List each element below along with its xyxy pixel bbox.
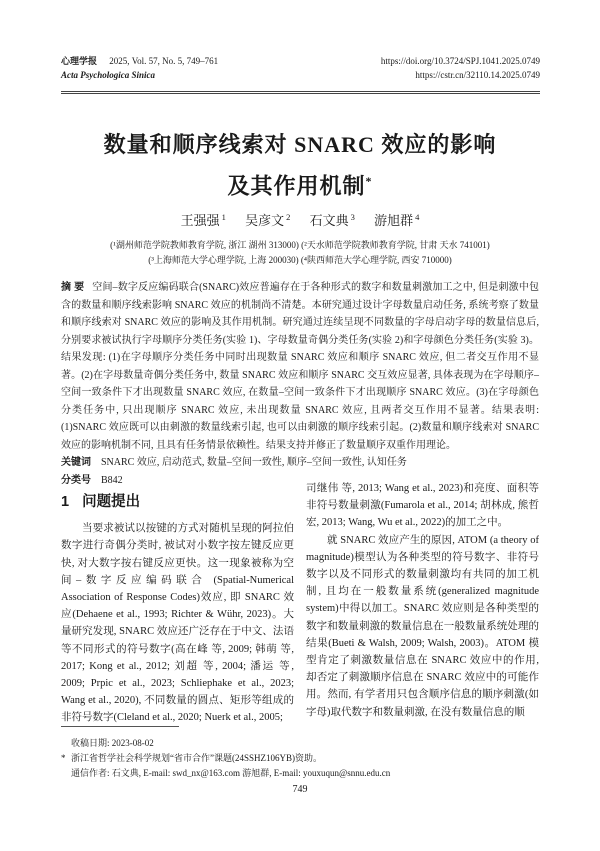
section-number: 1 <box>61 494 70 510</box>
journal-info <box>61 54 218 82</box>
author: 王强强 $^1$ <box>180 211 226 228</box>
affiliations <box>0 238 600 268</box>
abstract-section <box>61 279 539 489</box>
affiliation-line: (¹湖州师范学院教师教育学院, 浙江 湖州 313000) (²天水师范学院教师教育学院, 甘肃 天水 741001) <box>110 240 490 250</box>
body-paragraph: 司继伟 等, 2013; Wang et al., 2023)和亮度、面积等非符号数量刺激(Fumarola et al., 2014; 胡林成, 熊哲宏, 2013; Wang, Wu et al., 2022)的加工之中。 <box>306 483 539 529</box>
abstract-label: 摘 要 <box>61 282 85 293</box>
paper-title-line1: 数量和顺序线索对 SNARC 效应的影响 <box>103 132 497 157</box>
left-column <box>61 480 294 727</box>
classification-value: B842 <box>101 474 123 486</box>
right-column <box>306 480 539 727</box>
author: 石文典 $^3$ <box>309 211 355 228</box>
keywords-line <box>61 454 539 472</box>
header-divider <box>61 91 540 94</box>
cstr-link[interactable]: https://cstr.cn/32110.14.2025.0749 <box>415 70 540 80</box>
body-paragraph: 当要求被试以按键的方式对随机呈现的阿拉伯数字进行奇偶分类时, 被试对小数字按左键反应更快, 对大数字按右键反应更快。这一现象被称为空间–数字反应编码联合 (Spatial-Numerical Association of Response Codes)效应, 即 SNARC 效应(Dehaene et al., 1993; Richter & Wühr, 2023)。大量研究发现, SNARC 效应还广泛存在于中文、法语等不同形式的符号数字(高在峰 等, 2009; 韩萌 等, 2017; Kong et al., 2012; 刘超 等, 2004; 潘运 等, 2009; Prpic et al., 2023; Schliephake et al., 2023; Wang et al., 2020), 不同数量的圆点、矩形等组成的非符号数字(Cleland et al., 2020; Nuerk et al., 2005; <box>61 523 294 724</box>
journal-header <box>61 54 540 82</box>
correspondence-note: 通信作者: 石文典, E-mail: swd_nx@163.com 游旭群, E-mail: youxuqun@snnu.edu.cn <box>71 768 391 778</box>
body-columns <box>61 480 539 727</box>
section-1-heading <box>61 494 294 511</box>
article-identifiers <box>381 54 540 82</box>
journal-name-en: Acta Psychologica Sinica <box>61 70 155 80</box>
author: 吴彦文 $^2$ <box>245 211 291 228</box>
keywords-text: SNARC 效应, 启动范式, 数量–空间一致性, 顺序–空间一致性, 认知任务 <box>101 457 407 468</box>
funding-note: * 浙江省哲学社会科学规划“省市合作”课题(24SSHZ106YB)资助。 <box>61 751 539 766</box>
journal-issue-info: 2025, Vol. 57, No. 5, 749–761 <box>109 56 219 66</box>
author: 游旭群 $^4$ <box>374 211 420 228</box>
received-date: 收稿日期: 2023-08-02 <box>71 738 154 748</box>
affiliation-line: (³上海师范大学心理学院, 上海 200030) (⁴陕西师范大学心理学院, 西安 710000) <box>148 255 452 265</box>
funding-asterisk: * <box>61 753 66 763</box>
journal-name-cn: 心理学报 <box>61 56 98 66</box>
abstract-text: 空间–数字反应编码联合(SNARC)效应普遍存在于各种形式的数字和数量刺激加工之中, 但是刺激中包含的数量和顺序线索影响 SNARC 效应的机制尚不清楚。本研究通过设计字母数量启动任务, 系统考察了数量和顺序线索对 SNARC 效应的影响及其作用机制。研究通过连续呈现不同数量的字母启动字母的数量信息后, 分别要求被试执行字母顺序分类任务(实验 1)、字母数量奇偶分类任务(实验 2)和字母颜色分类任务(实验 3)。结果发现: (1)在字母顺序分类任务中同时出现数量 SNARC 效应和顺序 SNARC 效应, 但二者交互作用不显著。(2)在字母数量奇偶分类任务中, 数量 SNARC 效应和顺序 SNARC 交互效应显著, 具体表现为在字母顺序–空间一致条件下才出现数量 SNARC 效应, 在数量–空间一致条件下才出现顺序 SNARC 效应。(3)在字母颜色分类任务中, 只出现顺序 SNARC 效应, 未出现数量 SNARC 效应, 且两者交互作用不显著。结果表明: (1)SNARC 效应既可以由刺激的数量线索引起, 也可以由刺激的顺序线索引起。(2)数量和顺序线索对 SNARC 效应的影响机制不同, 且具有任务情景依赖性。结果支持并修正了数量顺序双重作用理论。 <box>61 282 539 451</box>
author-list <box>0 210 600 229</box>
footnote-divider <box>61 726 179 727</box>
footnote-block <box>61 726 539 781</box>
section-title: 问题提出 <box>82 494 141 510</box>
classification-label: 分类号 <box>61 474 91 486</box>
paper-title <box>0 126 600 204</box>
doi-link[interactable]: https://doi.org/10.3724/SPJ.1041.2025.0749 <box>380 56 540 66</box>
keywords-label: 关键词 <box>61 457 91 468</box>
page-number: 749 <box>292 784 308 795</box>
paper-title-line2: 及其作用机制* <box>227 173 373 199</box>
body-paragraph: 就 SNARC 效应产生的原因, ATOM (a theory of magnitude)模型认为各种类型的符号数字、非符号数字以及不同形式的数量刺激均有共同的加工机制, 且均在一般数量系统(generalized magnitude system)中得以加工。SNARC 效应则是各种类型的数字和数量刺激的数量信息在一般数量系统处理的结果(Bueti & Walsh, 2009; Walsh, 2003)。ATOM 模型肯定了刺激数量信息在 SNARC 效应中的作用, 却否定了刺激顺序信息在 SNARC 效应中的可能作用。然而, 有学者用只包含顺序信息的顺序刺激(如字母)取代数字和数量刺激, 在没有数量信息的顺 <box>306 534 539 718</box>
abstract-paragraph <box>61 279 539 454</box>
title-footnote-marker: * <box>365 174 373 188</box>
